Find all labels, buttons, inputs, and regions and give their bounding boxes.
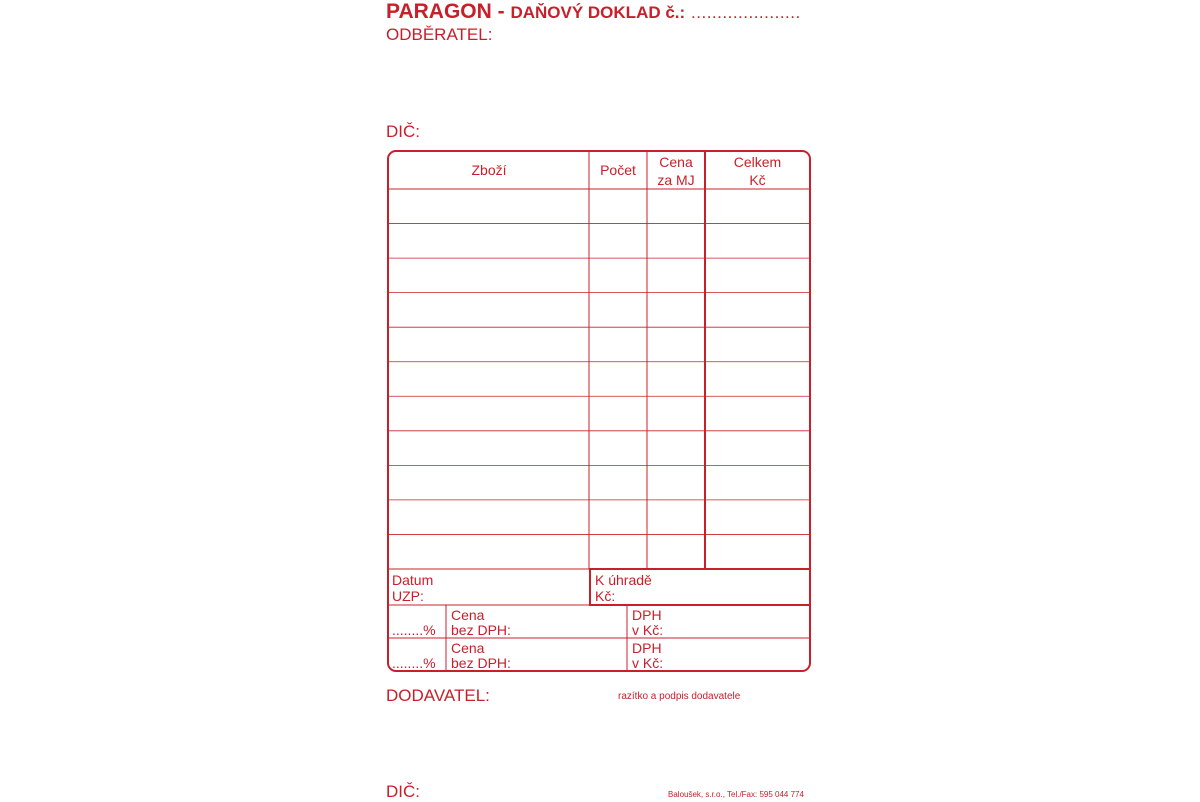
date-label-1: Datum xyxy=(392,572,434,588)
doc-type-label: DAŇOVÝ DOKLAD č.: xyxy=(510,3,686,22)
total-due-label-1: K úhradě xyxy=(595,572,652,588)
vat-amount-label-1b: v Kč: xyxy=(632,622,664,638)
col-header-goods: Zboží xyxy=(471,162,507,178)
customer-label: ODBĚRATEL: xyxy=(386,25,493,44)
row-lines xyxy=(388,224,810,535)
vat-amount-label-1a: DPH xyxy=(632,607,662,623)
vat-price-label-1a: Cena xyxy=(451,607,485,623)
vat-price-label-2b: bez DPH: xyxy=(451,655,511,671)
supplier-label: DODAVATEL: xyxy=(386,686,490,705)
stamp-signature-note: razítko a podpis dodavatele xyxy=(618,691,741,702)
col-header-price-2: za MJ xyxy=(657,172,695,188)
vat-percent-2: ........% xyxy=(392,655,436,671)
vat-amount-label-2b: v Kč: xyxy=(632,655,664,671)
date-label-2: UZP: xyxy=(392,588,424,604)
col-header-qty: Počet xyxy=(600,162,636,178)
col-header-price-1: Cena xyxy=(659,154,693,170)
vat-price-label-2a: Cena xyxy=(451,640,485,656)
col-header-total-1: Celkem xyxy=(733,154,782,170)
printer-note: Baloušek, s.r.o., Tel./Fax: 595 044 774 xyxy=(668,790,804,799)
doc-number-field[interactable]: ..................... xyxy=(691,3,801,22)
vat-percent-1: ........% xyxy=(392,622,436,638)
customer-dic-label: DIČ: xyxy=(386,122,420,141)
supplier-dic-label: DIČ: xyxy=(386,782,420,801)
col-header-total-2: Kč xyxy=(749,172,766,188)
vat-amount-label-2a: DPH xyxy=(632,640,662,656)
paragon-label: PARAGON - xyxy=(386,0,505,23)
vat-price-label-1b: bez DPH: xyxy=(451,622,511,638)
total-due-label-2: Kč: xyxy=(595,588,616,604)
